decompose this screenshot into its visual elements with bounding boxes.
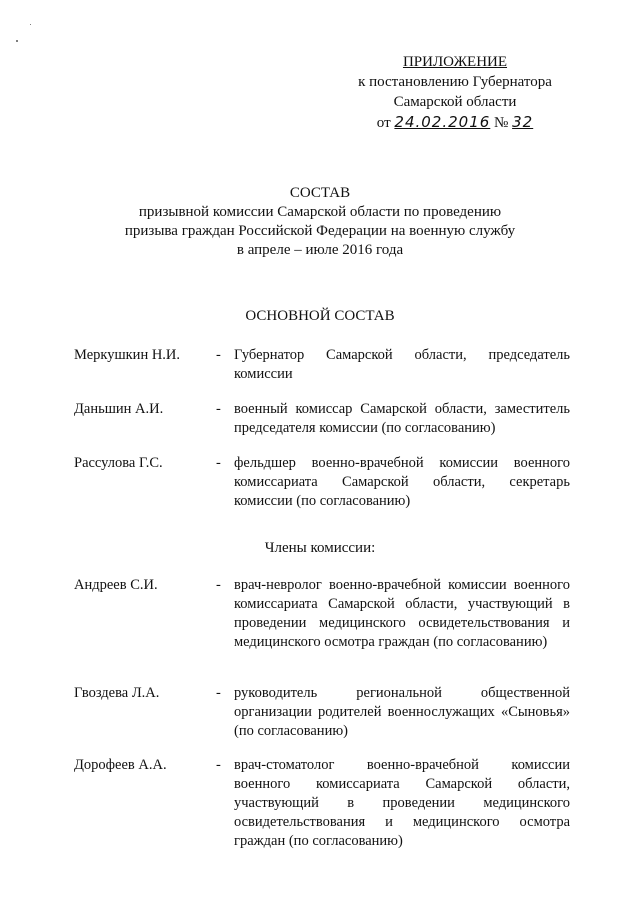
appendix-line-2: Самарской области (393, 94, 517, 110)
entry-name: Гвоздева Л.А. (74, 685, 160, 701)
appendix-line-1: к постановлению Губернатора (358, 74, 552, 90)
date-prefix: от (376, 115, 391, 131)
entry-dash: - (216, 401, 221, 417)
entry-role: фельдшер военно-врачебной комиссии военного комиссариата Самарской области, секретарь комиссии (по согласованию) (234, 455, 570, 509)
entry-name: Дорофеев А.А. (74, 757, 167, 773)
entry-role: врач-стоматолог военно-врачебной комиссии военного комиссариата Самарской области, участвующий в проведении медицинского освидетельствования и медицинского осмотра граждан (по согласованию) (234, 757, 570, 849)
scan-speck (30, 24, 31, 25)
entry-dash: - (216, 455, 221, 471)
number-prefix: № (494, 115, 509, 131)
entry-name: Даньшин А.И. (74, 401, 164, 417)
date-value: 24.02.2016 (394, 113, 491, 131)
entry-name: Меркушкин Н.И. (74, 347, 181, 363)
scan-speck (16, 40, 18, 42)
appendix-block (330, 52, 580, 133)
entry-name: Рассулова Г.С. (74, 455, 163, 471)
document-title (60, 184, 580, 260)
entry-role: военный комиссар Самарской области, заместитель председателя комиссии (по согласованию) (234, 401, 570, 436)
members-heading: Члены комиссии: (264, 540, 376, 556)
entry-role: врач-невролог военно-врачебной комиссии военного комиссариата Самарской области, участвующий в проведении медицинского освидетельствования и медицинского осмотра граждан (по согласованию) (234, 577, 570, 650)
title-line-2: призывной комиссии Самарской области по проведению (138, 204, 502, 220)
entry-dash: - (216, 577, 221, 593)
entry-role: руководитель региональной общественной организации родителей военнослужащих «Сыновья» (по согласованию) (234, 685, 570, 739)
entry-dash: - (216, 757, 221, 773)
title-line-4: в апреле – июле 2016 года (236, 242, 404, 258)
entry-dash: - (216, 685, 221, 701)
entry-role: Губернатор Самарской области, председатель комиссии (234, 347, 570, 382)
entry-dash: - (216, 347, 221, 363)
appendix-date-line (330, 112, 580, 133)
number-value: 32 (512, 113, 534, 131)
title-line-1: СОСТАВ (289, 185, 351, 201)
appendix-heading: ПРИЛОЖЕНИЕ (402, 54, 508, 70)
main-section-heading: ОСНОВНОЙ СОСТАВ (245, 308, 395, 324)
entry-name: Андреев С.И. (74, 577, 158, 593)
title-line-3: призыва граждан Российской Федерации на военную службу (124, 223, 516, 239)
